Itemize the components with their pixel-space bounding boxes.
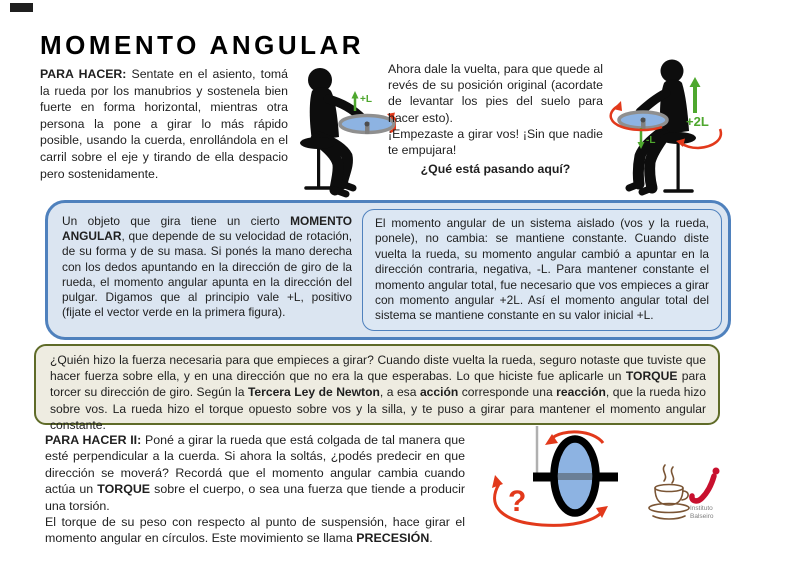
corner-mark: [10, 3, 33, 12]
green-torque-box: ¿Quién hizo la fuerza necesaria para que empieces a girar? Cuando diste vuelta la rueda, seguro notaste que tuviste que hacer fuerza sobre ella, y en una dirección que no era la que esperabas. Lo que hiciste fue aplicarle un TORQUE para torcer su dirección de giro. Según la Tercera Ley de Newton, a esa acción corresponde una reacción, que la rueda hizo sobre vos. La rueda hizo el torque opuesto sobre vos y la silla, y te puso a girar para mantener el momento angular constante.: [34, 344, 720, 425]
intro-question: ¿Qué está pasando aquí?: [420, 162, 571, 177]
para-hacer-2-paragraph: [45, 432, 465, 547]
seated-person-wheel-figure-2: [602, 53, 727, 198]
blue-explanation-box: [45, 200, 731, 340]
precession-diagram: [482, 424, 652, 566]
plus-2l-label: +2L: [686, 114, 709, 129]
hanging-wheel-icon: [533, 439, 618, 513]
intro-right-text-1: Ahora dale la vuelta, para que quede al revés de su posición original (acordate de levantar los pies del suelo para hacer esto).: [388, 62, 603, 125]
intro-left-paragraph: PARA HACER: Sentate en el asiento, tomá la rueda por los manubrios y sostenela bien fuerte en forma horizontal, mientras otra persona la pone a girar lo más rápido posible, usando la cuerda, enrollándola en el carril sobre el eje y tirando de ella despacio pero sostenidamente.: [40, 67, 288, 181]
instituto-balseiro-mark-icon: [692, 468, 720, 501]
plus-l-label: +L: [360, 94, 372, 105]
instituto-balseiro-logo: [686, 466, 728, 524]
seated-person-wheel-figure-1: [291, 60, 396, 200]
para-hacer-2-text-1: PARA HACER II: Poné a girar la rueda que está colgada de tal manera que esté perpendicular a la cuerda. Si ahora la soltás, ¿podés predecir en que dirección se moverá? Recordá que el momento angular cambia cuando actúa un TORQUE sobre el cuerpo, o sea una fuerza que tiende a producir una torsión.: [45, 433, 466, 513]
page-title: MOMENTO ANGULAR: [40, 30, 365, 60]
intro-right-text-2: ¡Empezaste a girar vos! ¡Sin que nadie te empujara!: [388, 126, 603, 158]
blue-box-left-text: Un objeto que gira tiene un cierto MOMENTO ANGULAR, que depende de su velocidad de rotación, de su forma y de su masa. Si ponés la mano derecha con los dedos apuntando en la dirección de giro de la rueda, el momento angular apunta en la dirección del pulgar. Digamos que al principio vale +L, positivo (fijate el vector verde en la primera figura).: [62, 214, 352, 320]
stool-icon: [300, 137, 336, 188]
intro-right-paragraph: [388, 61, 603, 177]
para-hacer-2-text-2: El torque de su peso con respecto al punto de suspensión, hace girar el momento angular en círculos. Este movimiento se llama PRECESIÓN.: [45, 515, 465, 546]
angular-momentum-up-arrow: [352, 91, 372, 111]
question-mark-label: ?: [508, 485, 527, 518]
spinning-wheel-icon: [340, 116, 394, 135]
minus-l-label: -L: [646, 135, 656, 146]
steam-icon: [663, 465, 665, 481]
blue-box-right-text: El momento angular de un sistema aislado (vos y la rueda, ponele), no cambia: se mantiene constante. Cuando diste vuelta la rueda, su momento angular cambió a apuntar en la dirección contraria, negativa, -L. Para mantener constante el momento angular total, fue necesario que vos empieces a girar con momento angular +2L. Así el momento angular total del sistema se mantiene constante en su valor inicial +L.: [362, 209, 722, 331]
institute-name-line1: Instituto: [690, 505, 713, 512]
person-momentum-up-arrow: [686, 77, 709, 129]
institute-name-line2: Balseiro: [690, 513, 714, 520]
